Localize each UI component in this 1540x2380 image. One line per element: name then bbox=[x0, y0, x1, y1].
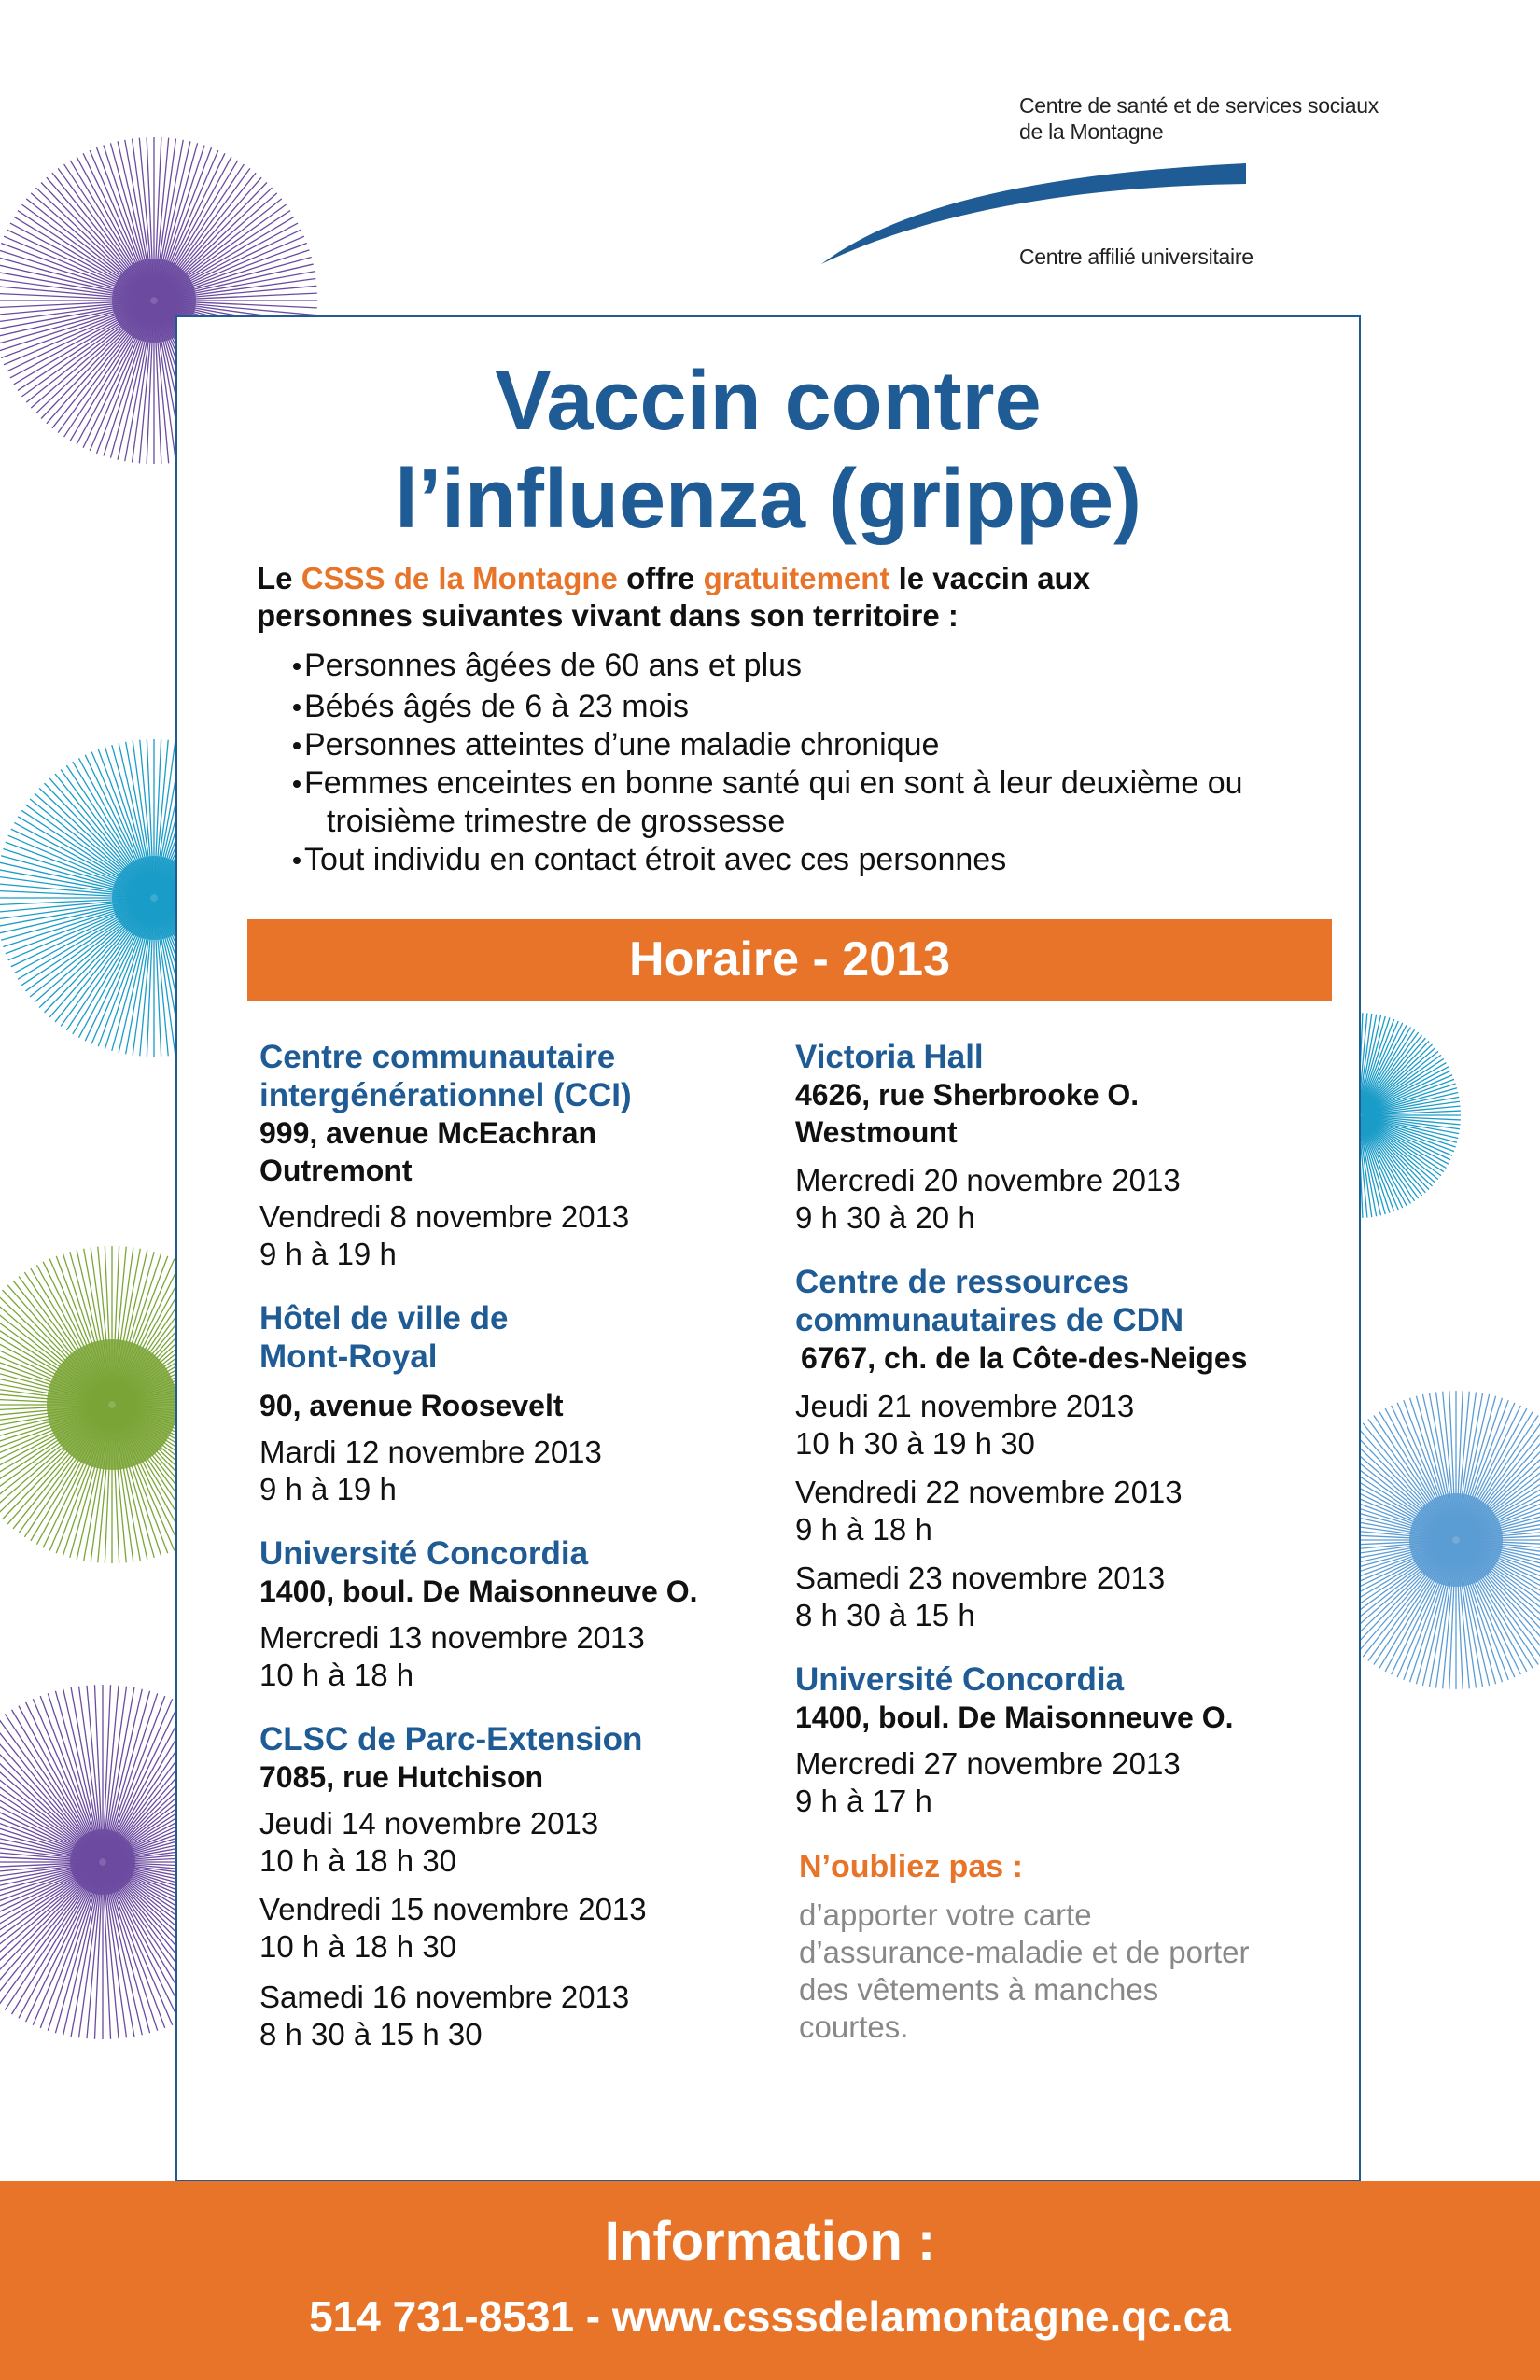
location-address: Outremont bbox=[259, 1154, 413, 1187]
location-date: Jeudi 14 novembre 2013 bbox=[259, 1806, 599, 1841]
location-address: Westmount bbox=[795, 1115, 958, 1149]
location-date: Mercredi 27 novembre 2013 bbox=[795, 1746, 1181, 1781]
logo-affiliation: Centre affilié universitaire bbox=[1019, 245, 1253, 269]
location-hours: 8 h 30 à 15 h 30 bbox=[259, 2017, 483, 2051]
intro-org-name: CSSS de la Montagne bbox=[301, 561, 618, 595]
location-date: Mercredi 13 novembre 2013 bbox=[259, 1620, 645, 1655]
list-item-text: Personnes atteintes d’une maladie chronique bbox=[304, 727, 940, 763]
list-item bbox=[304, 764, 1331, 803]
location-hours: 10 h 30 à 19 h 30 bbox=[795, 1426, 1035, 1461]
location-hours: 9 h à 17 h bbox=[795, 1784, 932, 1818]
list-item-text: Femmes enceintes en bonne santé qui en sont à leur deuxième ou bbox=[304, 765, 1243, 801]
bullet-icon bbox=[293, 780, 301, 788]
intro-paragraph bbox=[257, 560, 1283, 635]
intro-text: le vaccin aux bbox=[889, 561, 1091, 595]
location-block bbox=[259, 1299, 801, 1508]
location-block bbox=[259, 1720, 801, 2053]
bullet-icon bbox=[293, 704, 301, 711]
intro-free-word: gratuitement bbox=[703, 561, 890, 595]
list-item bbox=[304, 647, 1331, 685]
reminder-block bbox=[799, 1848, 1337, 2046]
location-name: CLSC de Parc-Extension bbox=[259, 1721, 643, 1757]
info-title: Information : bbox=[604, 2211, 936, 2272]
schedule-left-column bbox=[259, 1038, 801, 2053]
location-date: Jeudi 21 novembre 2013 bbox=[795, 1389, 1135, 1423]
bullet-icon bbox=[293, 663, 301, 670]
location-name: Hôtel de ville de bbox=[259, 1300, 509, 1337]
location-block bbox=[795, 1660, 1337, 1820]
location-block bbox=[795, 1263, 1337, 1634]
reminder-text: des vêtements à manches bbox=[799, 1972, 1159, 2007]
location-block bbox=[795, 1038, 1337, 1237]
bullet-icon bbox=[293, 742, 301, 749]
location-block bbox=[259, 1038, 801, 1273]
list-item-text: Bébés âgés de 6 à 23 mois bbox=[304, 689, 690, 724]
location-date: Mardi 12 novembre 2013 bbox=[259, 1435, 602, 1469]
intro-line1 bbox=[257, 560, 1283, 597]
reminder-text: d’apporter votre carte bbox=[799, 1897, 1092, 1932]
location-hours: 9 h à 19 h bbox=[259, 1472, 397, 1506]
location-date: Mercredi 20 novembre 2013 bbox=[795, 1163, 1181, 1197]
location-address: 1400, boul. De Maisonneuve O. bbox=[259, 1575, 698, 1608]
location-address: 999, avenue McEachran bbox=[259, 1116, 597, 1150]
logo-org-name-line1: Centre de santé et de services sociaux bbox=[1019, 93, 1379, 118]
location-address: 6767, ch. de la Côte-des-Neiges bbox=[801, 1341, 1248, 1375]
intro-line2: personnes suivantes vivant dans son territoire : bbox=[257, 598, 959, 633]
location-address: 1400, boul. De Maisonneuve O. bbox=[795, 1701, 1234, 1734]
location-address: 7085, rue Hutchison bbox=[259, 1760, 544, 1794]
reminder-text: d’assurance-maladie et de porter bbox=[799, 1935, 1250, 1969]
location-name: communautaires de CDN bbox=[795, 1302, 1184, 1338]
location-hours: 9 h à 18 h bbox=[795, 1512, 932, 1547]
intro-text: Le bbox=[257, 561, 301, 595]
bullet-icon bbox=[293, 857, 301, 864]
list-item-text: Tout individu en contact étroit avec ces personnes bbox=[304, 842, 1007, 877]
list-item bbox=[304, 726, 1331, 764]
list-item bbox=[304, 841, 1331, 879]
location-name: Université Concordia bbox=[259, 1535, 589, 1572]
location-name: Centre communautaire bbox=[259, 1039, 616, 1075]
location-address: 4626, rue Sherbrooke O. bbox=[795, 1078, 1140, 1112]
location-address: 90, avenue Roosevelt bbox=[259, 1389, 564, 1422]
info-contact: 514 731-8531 - www.csssdelamontagne.qc.ca bbox=[309, 2292, 1231, 2341]
location-name: Victoria Hall bbox=[795, 1039, 984, 1075]
location-hours: 10 h à 18 h bbox=[259, 1658, 414, 1692]
intro-text: offre bbox=[617, 561, 704, 595]
schedule-right-column bbox=[795, 1038, 1337, 2046]
location-date: Samedi 23 novembre 2013 bbox=[795, 1561, 1166, 1595]
location-name: Université Concordia bbox=[795, 1661, 1125, 1698]
location-name: Mont-Royal bbox=[259, 1338, 438, 1375]
page-title-line1: Vaccin contre bbox=[495, 355, 1042, 448]
page-title-line2: l’influenza (grippe) bbox=[395, 453, 1141, 546]
location-date: Samedi 16 novembre 2013 bbox=[259, 1980, 630, 2014]
location-hours: 9 h à 19 h bbox=[259, 1237, 397, 1271]
location-date: Vendredi 15 novembre 2013 bbox=[259, 1892, 647, 1926]
list-item-text: Personnes âgées de 60 ans et plus bbox=[304, 648, 803, 683]
info-footer bbox=[0, 2181, 1540, 2380]
location-hours: 10 h à 18 h 30 bbox=[259, 1929, 457, 1964]
location-date: Vendredi 8 novembre 2013 bbox=[259, 1199, 630, 1234]
schedule-heading: Horaire - 2013 bbox=[247, 919, 1332, 1001]
location-name: Centre de ressources bbox=[795, 1264, 1129, 1300]
location-hours: 8 h 30 à 15 h bbox=[795, 1598, 975, 1632]
location-date: Vendredi 22 novembre 2013 bbox=[795, 1475, 1183, 1509]
eligible-list bbox=[304, 647, 1331, 879]
list-item bbox=[304, 688, 1331, 726]
logo-org-name-line2: de la Montagne bbox=[1019, 119, 1164, 144]
reminder-text: courtes. bbox=[799, 2009, 909, 2044]
location-hours: 9 h 30 à 20 h bbox=[795, 1200, 975, 1235]
location-name: intergénérationnel (CCI) bbox=[259, 1077, 632, 1113]
list-item-continuation: troisième trimestre de grossesse bbox=[327, 804, 786, 839]
reminder-title: N’oubliez pas : bbox=[799, 1849, 1023, 1884]
location-block bbox=[259, 1534, 801, 1694]
location-hours: 10 h à 18 h 30 bbox=[259, 1843, 457, 1878]
